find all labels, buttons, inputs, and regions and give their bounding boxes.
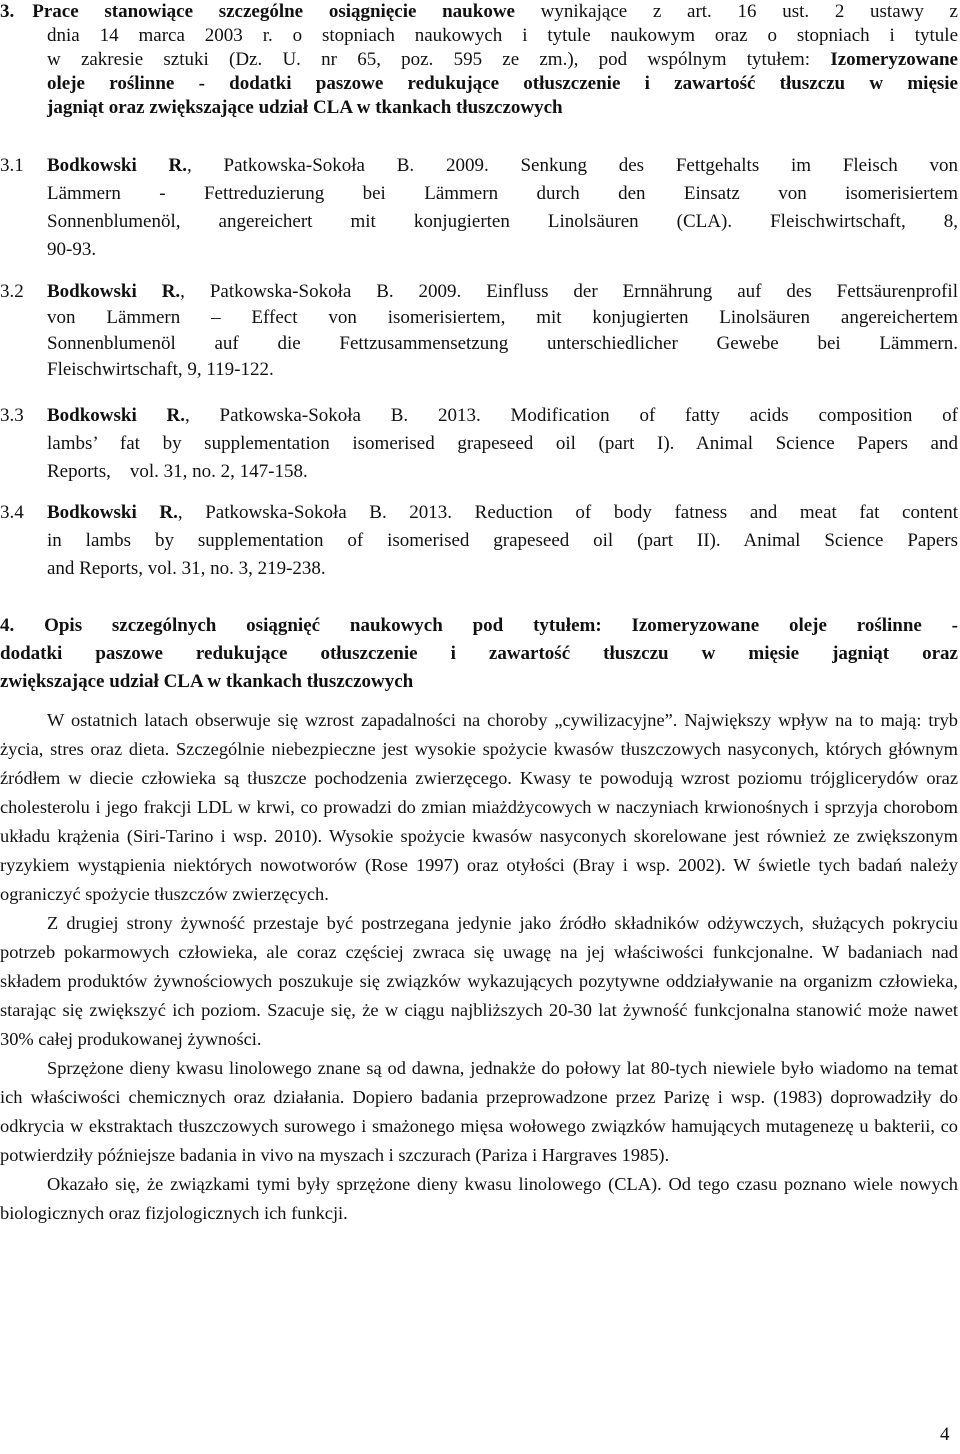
body-paragraph: Okazało się, że związkami tymi były sprzężone dieny kwasu linolowego (CLA). Od tego czasu poznano wiele nowych biologicznych oraz fizjologicznych ich funkcji. xyxy=(0,1174,958,1223)
section-4-body xyxy=(0,706,958,1228)
section-3-line-3-text: w zakresie sztuki (Dz. U. nr 65, poz. 595 ze zm.), pod wspólnym tytułem: xyxy=(47,49,831,70)
reference-line-3: Sonnenblumenöl, angereichert mit konjugierten Linolsäuren (CLA). Fleischwirtschaft, 8, xyxy=(47,211,958,232)
section-4-heading-line-1: 4. Opis szczególnych osiągnięć naukowych pod tytułem: Izomeryzowane oleje roślinne - xyxy=(0,615,958,636)
reference-3-2 xyxy=(0,279,958,383)
reference-author: Bodkowski R. xyxy=(47,502,178,523)
reference-author: Bodkowski R. xyxy=(47,155,188,176)
body-paragraph: Sprzężone dieny kwasu linolowego znane są od dawna, jednakże do połowy lat 80-tych niewiele było wiadomo na temat ich właściwości chemicznych oraz działania. Dopiero badania przeprowadzone przez Parizę i wsp. (1983) doprowadziły do odkrycia w ekstraktach tłuszczowych surowego i smażonego mięsa wołowego związków hamujących mutagenezę u bakterii, co potwierdziły późniejsze badania in vivo na myszach i szczurach (Pariza i Hargraves 1985). xyxy=(0,1058,958,1165)
reference-line-3: and Reports, vol. 31, no. 3, 219-238. xyxy=(47,558,326,579)
section-3-line-1 xyxy=(0,0,958,24)
reference-line-3: Reports, vol. 31, no. 2, 147-158. xyxy=(47,461,308,482)
section-4-heading xyxy=(0,612,958,696)
section-3-title: Prace stanowiące szczególne osiągnięcie naukowe xyxy=(32,1,515,22)
reference-number: 3.1 xyxy=(0,155,24,176)
section-3-number: 3. xyxy=(0,1,15,22)
reference-line-1-text: , Patkowska-Sokoła B. 2009. Senkung des Fettgehalts im Fleisch von xyxy=(187,155,958,176)
body-paragraph: Z drugiej strony żywność przestaje być postrzegana jedynie jako źródło składników odżywczych, służących pokryciu potrzeb pokarmowych człowieka, ale coraz częściej zwraca się uwagę na jej właściwości funkcjonalne. W badaniach nad składem produktów żywnościowych poszukuje się związków wykazujących pozytywne oddziaływanie na organizm człowieka, starając się zwiększyć ich poziom. Szacuje się, że w ciągu najbliższych 20-30 lat żywność funkcjonalna stanowić może nawet 30% całej produkowanej żywności. xyxy=(0,913,958,1049)
body-paragraph: W ostatnich latach obserwuje się wzrost zapadalności na choroby „cywilizacyjne”. Największy wpływ na to mają: tryb życia, stres oraz dieta. Szczególnie niebezpieczne jest wysokie spożycie kwasów tłuszczowych nasyconych, których głównym źródłem w diecie człowieka są tłuszcze pochodzenia zwierzęcego. Kwasy te powodują wzrost poziomu trójglicerydów oraz cholesterolu i jego frakcji LDL w krwi, co prowadzi do zmian miażdżycowych w naczyniach krwionośnych i sprzyja chorobom układu krążenia (Siri-Tarino i wsp. 2010). Wysokie spożycie kwasów nasyconych skorelowane jest również ze zwiększonym ryzykiem wystąpienia niektórych nowotworów (Rose 1997) oraz otyłości (Bray i wsp. 2002). W świetle tych badań należy ograniczyć spożycie tłuszczów zwierzęcych. xyxy=(0,710,958,904)
reference-number: 3.4 xyxy=(0,502,24,523)
reference-3-1 xyxy=(0,152,958,264)
reference-line-4: 90-93. xyxy=(47,239,97,260)
section-3-line-5: jagniąt oraz zwiększające udział CLA w tkankach tłuszczowych xyxy=(47,97,563,118)
reference-line-1 xyxy=(47,499,958,527)
reference-line-1-text: , Patkowska-Sokoła B. 2013. Reduction of body fatness and meat fat content xyxy=(177,502,958,523)
section-3-line-3 xyxy=(0,48,958,72)
section-3-line-3-bold: Izomeryzowane xyxy=(830,49,958,70)
reference-line-1-text: , Patkowska-Sokoła B. 2013. Modification of fatty acids composition of xyxy=(185,405,958,426)
reference-line-1 xyxy=(47,152,958,180)
reference-number: 3.2 xyxy=(0,281,24,302)
reference-line-1-text: , Patkowska-Sokoła B. 2009. Einfluss der Ernnährung auf des Fettsäurenprofil xyxy=(180,281,958,302)
section-3-block xyxy=(0,0,958,120)
section-4-heading-line-3: zwiększające udział CLA w tkankach tłuszczowych xyxy=(0,671,414,692)
reference-author: Bodkowski R. xyxy=(47,405,186,426)
section-3-line-2: dnia 14 marca 2003 r. o stopniach naukowych i tytule naukowym oraz o stopniach i tytule xyxy=(47,25,958,46)
reference-line-1 xyxy=(47,279,958,305)
reference-3-4 xyxy=(0,499,958,583)
section-3-title-rest: wynikające z art. 16 ust. 2 ustawy z xyxy=(514,1,958,22)
section-3-line-4: oleje roślinne - dodatki paszowe redukujące otłuszczenie i zawartość tłuszczu w mięsie xyxy=(47,73,958,94)
reference-line-1 xyxy=(47,402,958,430)
section-4-heading-line-2: dodatki paszowe redukujące otłuszczenie i zawartość tłuszczu w mięsie jagniąt oraz xyxy=(0,643,958,664)
reference-line-2: von Lämmern – Effect von isomerisiertem, mit konjugierten Linolsäuren angereichertem xyxy=(47,307,958,328)
reference-line-2: in lambs by supplementation of isomerised grapeseed oil (part II). Animal Science Papers xyxy=(47,530,958,551)
reference-line-4: Fleischwirtschaft, 9, 119-122. xyxy=(47,359,274,380)
reference-author: Bodkowski R. xyxy=(47,281,181,302)
reference-line-3: Sonnenblumenöl auf die Fettzusammensetzung unterschiedlicher Gewebe bei Lämmern. xyxy=(47,333,958,354)
reference-3-3 xyxy=(0,402,958,486)
reference-line-2: Lämmern - Fettreduzierung bei Lämmern durch den Einsatz von isomerisiertem xyxy=(47,183,958,204)
reference-number: 3.3 xyxy=(0,405,24,426)
page-number: 4 xyxy=(940,1424,950,1445)
reference-line-2: lambs’ fat by supplementation isomerised grapeseed oil (part I). Animal Science Papers and xyxy=(47,433,958,454)
